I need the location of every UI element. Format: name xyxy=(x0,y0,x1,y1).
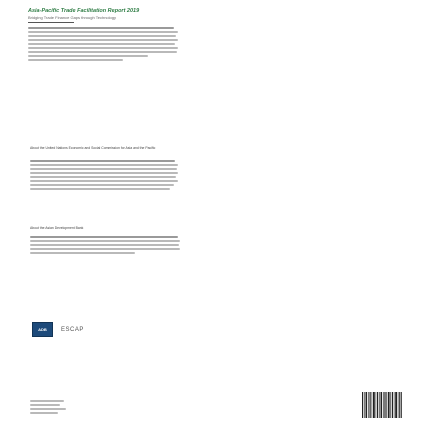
report-subtitle: Bridging Trade Finance Gaps through Technology xyxy=(28,15,116,20)
escap-logo: ESCAP xyxy=(61,326,84,333)
report-title: Asia-Pacific Trade Facilitation Report 2019 xyxy=(28,8,140,14)
intro-paragraph xyxy=(28,27,178,63)
report-header xyxy=(28,8,140,20)
logo-row xyxy=(32,322,84,337)
section-heading-escap: About the United Nations Economic and Social Commission for Asia and the Pacific xyxy=(30,146,156,150)
adb-paragraph xyxy=(30,236,180,256)
header-rule xyxy=(28,22,74,23)
footer-text xyxy=(30,400,66,416)
barcode-icon xyxy=(360,390,404,420)
escap-paragraph xyxy=(30,160,178,192)
section-heading-adb: About the Asian Development Bank xyxy=(30,226,84,230)
adb-logo: ADB xyxy=(32,322,53,337)
